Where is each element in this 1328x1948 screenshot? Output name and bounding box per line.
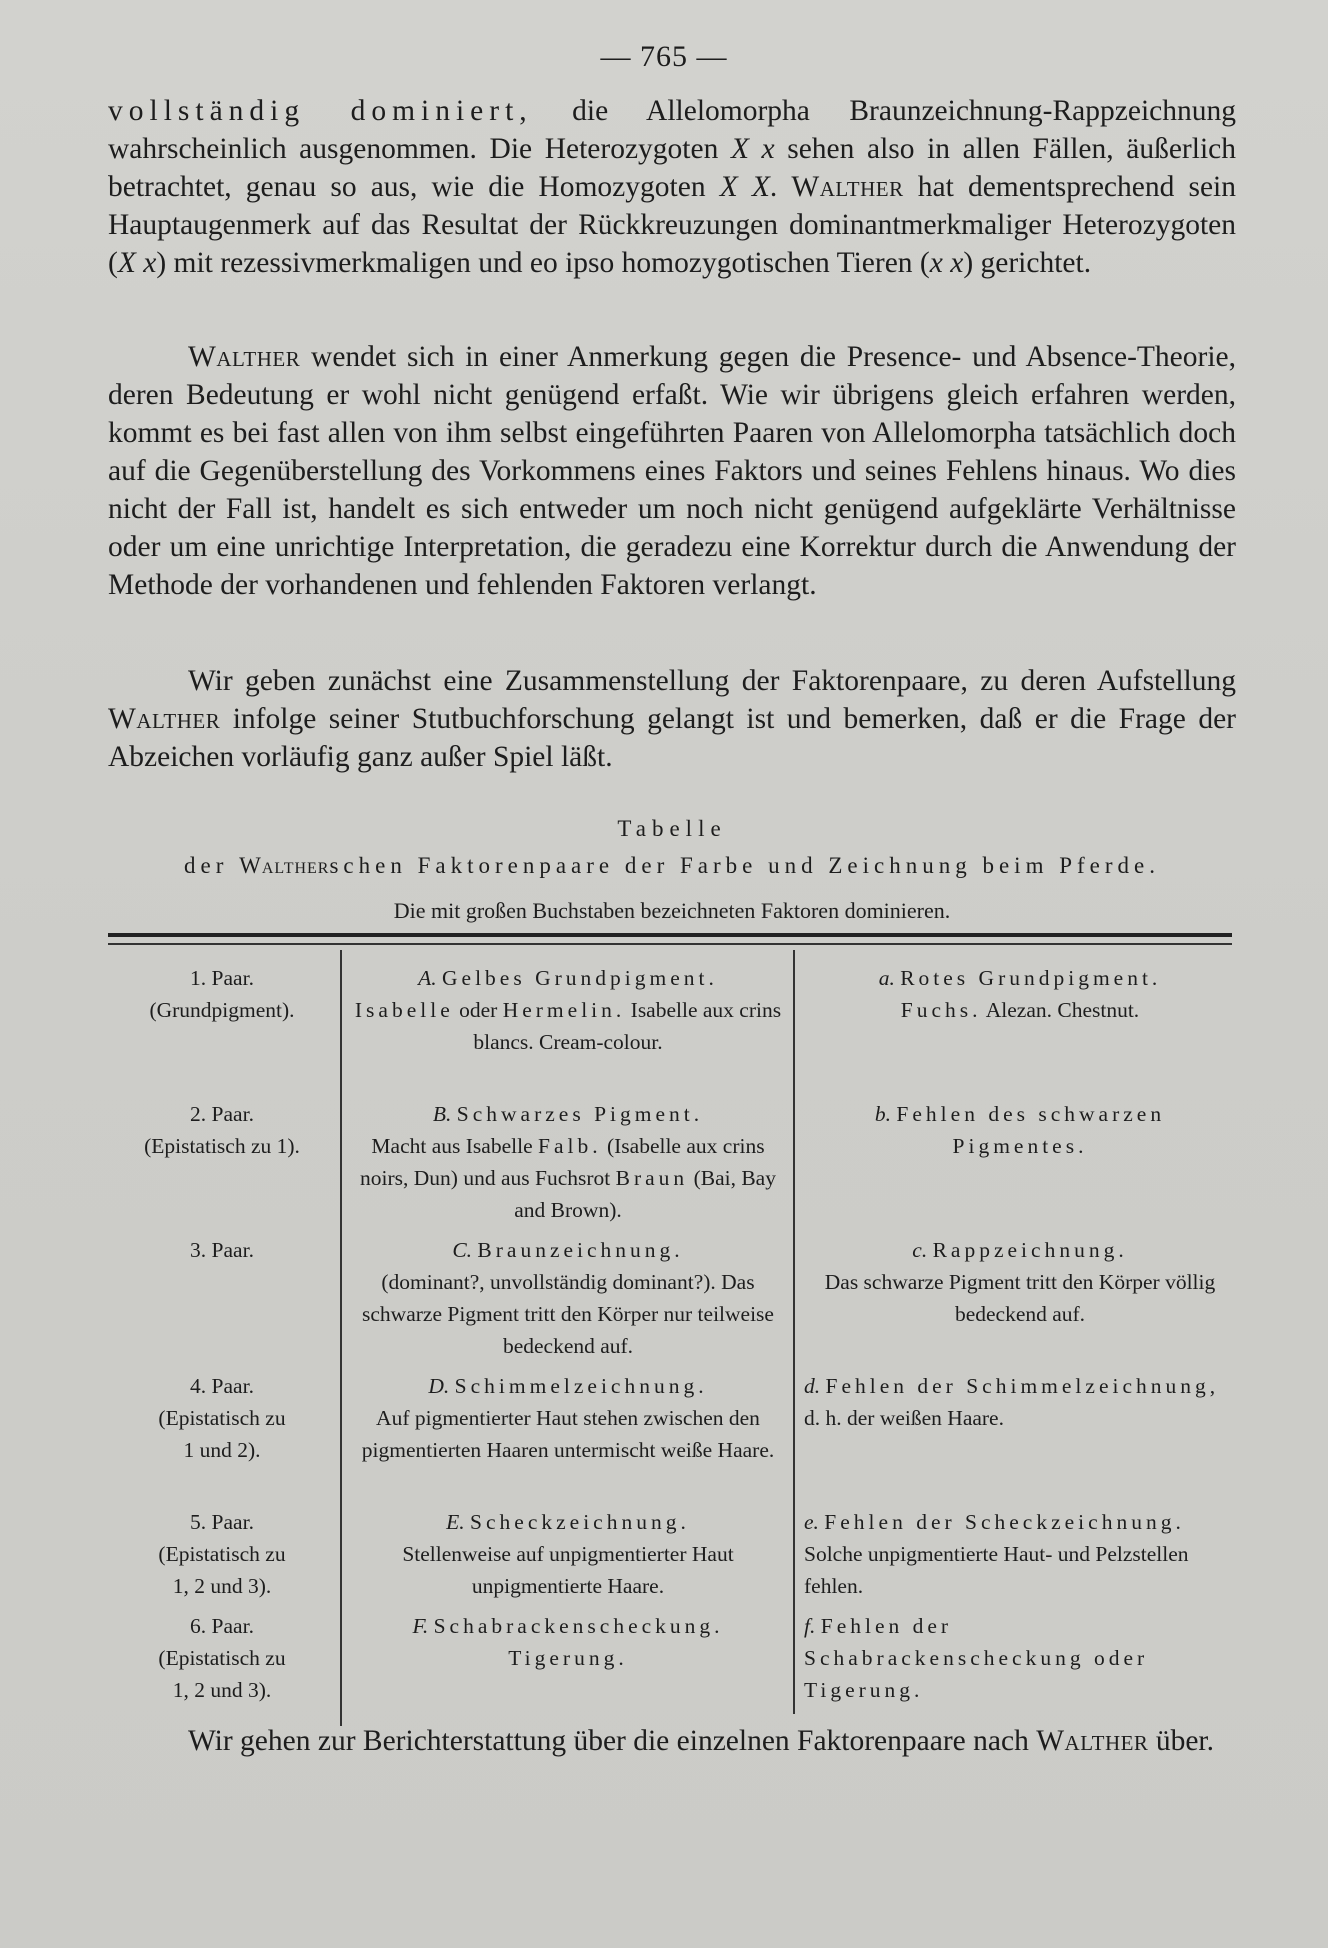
- factor-name: Schabrackenscheckung. Tigerung.: [433, 1614, 724, 1670]
- text-run: schen Faktorenpaare der Farbe und Zeichnung beim Pferde.: [329, 853, 1160, 878]
- text-line: (Epistatisch zu: [158, 1542, 286, 1566]
- text-run: die Allelomorpha Braunzeichnung-Rappzeichnung wahrscheinlich ausgenommen. Die Heterozygoten: [108, 95, 1237, 165]
- text-run: infolge seiner Stutbuchforschung gelangt ist und bemerken, daß er die Frage der Abzeichen vorläufig ganz außer Spiel läßt.: [108, 703, 1236, 773]
- factor-letter: b.: [874, 1102, 892, 1126]
- recessive-factor: [804, 962, 1236, 1026]
- factor-name: Rotes Grundpigment.: [900, 966, 1162, 990]
- spaced-emphasis: vollständig dominiert,: [108, 95, 533, 127]
- table-note: Die mit großen Buchstaben bezeichneten Faktoren dominieren.: [393, 898, 951, 923]
- column-divider: [793, 950, 795, 1714]
- text-run: Auf pigmentierter Haut stehen zwischen den pigmentierten Haaren untermischt weiße Haare.: [361, 1406, 775, 1462]
- factor-name: Fehlen der Schabrackenscheckung oder Tigerung.: [804, 1614, 1149, 1702]
- factor-letter: a.: [878, 966, 895, 990]
- column-divider: [340, 950, 342, 1726]
- dominant-factor: [352, 1506, 784, 1602]
- factor-letter: d.: [804, 1374, 821, 1398]
- text-run: Alezan. Chestnut.: [981, 998, 1140, 1022]
- text-run: über.: [1148, 1725, 1214, 1757]
- text-run: hat dementsprechend sein Hauptaugenmerk auf das Resultat der Rückkreuzungen dominantmerkmaliger Heterozygoten (: [108, 171, 1237, 279]
- author-name: Walther: [1036, 1725, 1149, 1757]
- recessive-factor: [804, 1234, 1236, 1330]
- text-run: Das schwarze Pigment tritt den Körper völlig bedeckend auf.: [824, 1270, 1216, 1326]
- pair-label: [110, 1098, 334, 1162]
- pair-label: [110, 1610, 334, 1706]
- factor-letter: F.: [412, 1614, 429, 1638]
- text-run: Macht aus Isabelle: [371, 1134, 538, 1158]
- author-name: Walther: [239, 853, 330, 878]
- text-line: (Epistatisch zu: [158, 1646, 286, 1670]
- text-line: 2. Paar.: [190, 1102, 254, 1126]
- text-line: (Epistatisch zu 1).: [144, 1134, 300, 1158]
- text-run: Isabelle aux crins blancs. Cream-colour.: [473, 998, 782, 1054]
- paragraph-4: [108, 1722, 1236, 1760]
- paragraph-3: [108, 662, 1236, 776]
- text-run: Falb.: [537, 1134, 602, 1158]
- factor-name: Braunzeichnung.: [477, 1238, 684, 1262]
- text-line: 3. Paar.: [190, 1238, 254, 1262]
- text-line: (Epistatisch zu: [158, 1406, 286, 1430]
- text-run: Fuchs.: [900, 998, 982, 1022]
- text-line: 6. Paar.: [190, 1614, 254, 1638]
- factor-name: Fehlen des schwarzen Pigmentes.: [896, 1102, 1166, 1158]
- table-title: Tabelle: [617, 816, 727, 841]
- table-top-rule-thin: [108, 943, 1232, 945]
- text-run: d. h. der weißen Haare.: [804, 1406, 1004, 1430]
- factor-name: Schwarzes Pigment.: [456, 1102, 704, 1126]
- factor-name: Scheckzeichnung.: [470, 1510, 690, 1534]
- text-line: 1 und 2).: [183, 1438, 261, 1462]
- author-name: Walther: [188, 341, 301, 373]
- table-subtitle: [108, 853, 1236, 879]
- factor-name: Schimmelzeichnung.: [454, 1374, 708, 1398]
- text-run: .: [769, 171, 792, 203]
- table-top-rule: [108, 933, 1232, 937]
- factor-letter: f.: [804, 1614, 816, 1638]
- text-line: 1. Paar.: [190, 966, 254, 990]
- factor-name: Fehlen der Scheckzeichnung.: [824, 1510, 1185, 1534]
- text-line: 5. Paar.: [190, 1510, 254, 1534]
- factor-letter: C.: [452, 1238, 473, 1262]
- dominant-factor: [352, 1610, 784, 1674]
- dominant-factor: [352, 1370, 784, 1466]
- author-name: Walther: [791, 171, 904, 203]
- paragraph-1: [108, 92, 1236, 282]
- formula: X X: [719, 171, 770, 203]
- factor-letter: E.: [446, 1510, 465, 1534]
- pair-label: [110, 962, 334, 1026]
- text-run: Braun: [615, 1166, 689, 1190]
- formula: X x: [117, 247, 157, 279]
- text-run: ) gerichtet.: [963, 247, 1092, 279]
- dominant-factor: [352, 1098, 784, 1226]
- text-line: 1, 2 und 3).: [172, 1678, 272, 1702]
- factor-letter: A.: [418, 966, 437, 990]
- dominant-factor: [352, 962, 784, 1058]
- text-run: Hermelin.: [502, 998, 626, 1022]
- text-line: (Grundpigment).: [149, 998, 295, 1022]
- dominant-factor: [352, 1234, 784, 1362]
- recessive-factor: [804, 1610, 1236, 1706]
- paragraph-2: [108, 338, 1236, 604]
- text-run: Stellenweise auf unpigmentierter Haut unpigmentierte Haare.: [402, 1542, 734, 1598]
- recessive-factor: [804, 1370, 1236, 1434]
- text-run: ) mit rezessivmerkmaligen und eo ipso homozygotischen Tieren (: [156, 247, 930, 279]
- text-run: Wir geben zunächst eine Zusammenstellung der Faktorenpaare, zu deren Aufstellung: [188, 665, 1236, 697]
- recessive-factor: [804, 1506, 1236, 1602]
- text-run: (Bai, Bay and Brown).: [514, 1166, 776, 1222]
- text-run: (Isabelle aux crins noirs, Dun) und aus Fuchsrot: [360, 1134, 765, 1190]
- text-run: Wir gehen zur Berichterstattung über die einzelnen Faktorenpaare nach: [188, 1725, 1037, 1757]
- page-number: — 765 —: [600, 40, 728, 73]
- factor-letter: B.: [432, 1102, 452, 1126]
- text-run: sehen also in allen Fällen, äußerlich betrachtet, genau so aus, wie die Homozygoten: [108, 133, 1236, 203]
- formula: x x: [929, 247, 964, 279]
- factor-name: Fehlen der Schimmelzeichnung,: [825, 1374, 1220, 1398]
- factor-letter: c.: [912, 1238, 928, 1262]
- text-run: oder: [453, 998, 503, 1022]
- pair-label: [110, 1506, 334, 1602]
- factor-letter: e.: [804, 1510, 819, 1534]
- text-line: 1, 2 und 3).: [172, 1574, 272, 1598]
- text-line: 4. Paar.: [190, 1374, 254, 1398]
- author-name: Walther: [108, 703, 221, 735]
- recessive-factor: [804, 1098, 1236, 1162]
- text-run: Isabelle: [354, 998, 454, 1022]
- text-run: wendet sich in einer Anmerkung gegen die Presence- und Absence-Theorie, deren Bedeutung er wohl nicht genügend erfaßt. Wie wir übrigens gleich erfahren werden, kommt es bei fast allen von ihm selbst eingeführten Paaren von Allelomorpha tatsächlich doch auf die Gegenüberstellung des Vorkommens eines Faktors und seines Fehlens hinaus. Wo dies nicht der Fall ist, handelt es sich entweder um noch nicht genügend aufgeklärte Verhältnisse oder um eine unrichtige Interpretation, die geradezu eine Korrektur durch die Anwendung der Methode der vorhandenen und fehlenden Faktoren verlangt.: [108, 341, 1236, 601]
- formula: X x: [730, 133, 775, 165]
- factor-letter: D.: [428, 1374, 450, 1398]
- pair-label: [110, 1370, 334, 1466]
- factor-name: Rappzeichnung.: [932, 1238, 1128, 1262]
- text-run: Solche unpigmentierte Haut- und Pelzstellen fehlen.: [804, 1542, 1189, 1598]
- text-run: (dominant?, unvollständig dominant?). Das schwarze Pigment tritt den Körper nur teilweise bedeckend auf.: [362, 1270, 774, 1358]
- factor-name: Gelbes Grundpigment.: [442, 966, 718, 990]
- text-run: der: [184, 853, 240, 878]
- pair-label: [110, 1234, 334, 1266]
